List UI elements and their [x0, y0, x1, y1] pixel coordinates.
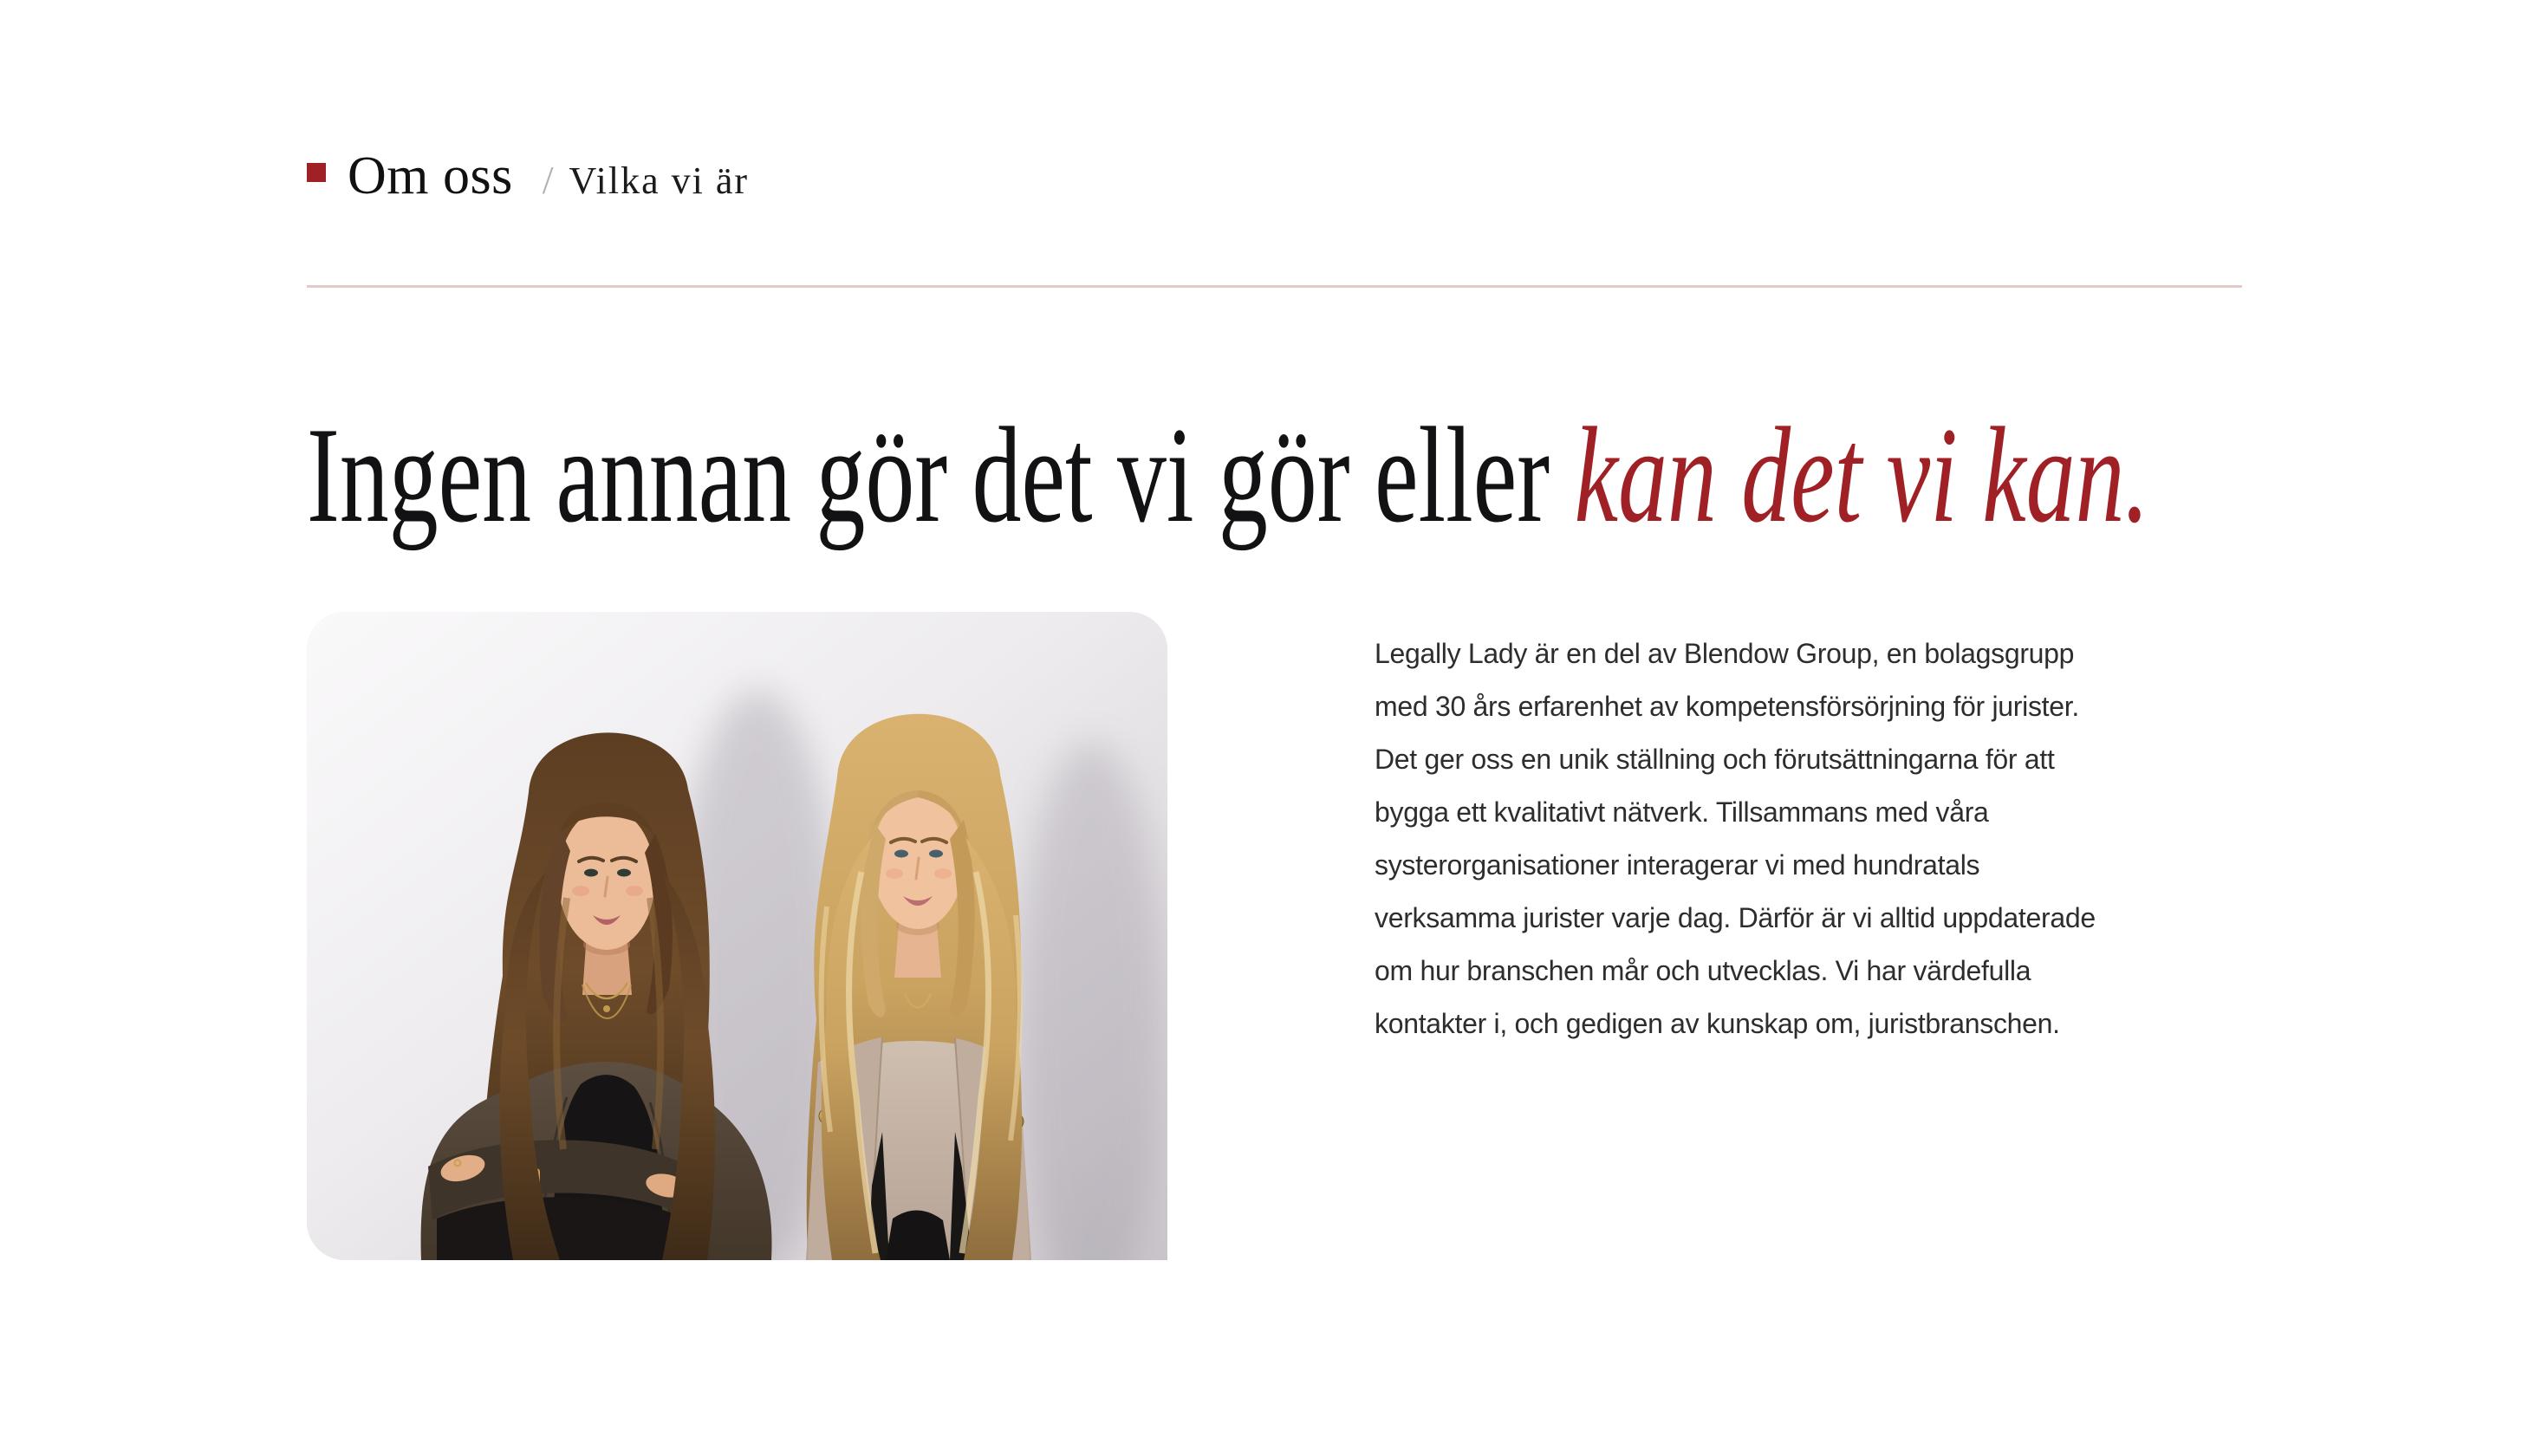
page-title — [307, 400, 2149, 551]
about-text-line: med 30 års erfarenhet av kompetensförsörjning för jurister. — [1375, 691, 2079, 722]
section-divider — [307, 285, 2242, 288]
right-woman-figure — [806, 714, 1031, 1260]
about-text-line: systerorganisationer interagerar vi med hundratals — [1375, 849, 1980, 881]
about-text-line: om hur branschen mår och utvecklas. Vi har värdefulla — [1375, 955, 2031, 986]
about-text — [1375, 627, 2250, 1050]
about-text-line: Legally Lady är en del av Blendow Group, en bolagsgrupp — [1375, 638, 2075, 669]
about-text-line: verksamma jurister varje dag. Därför är vi alltid uppdaterade — [1375, 902, 2096, 933]
about-text-line: Det ger oss en unik ställning och förutsättningarna för att — [1375, 744, 2055, 775]
team-photo-illustration — [307, 612, 1167, 1260]
breadcrumb-link-om-oss[interactable]: Om oss — [348, 146, 513, 205]
page-title-red-emphasis: kan det vi kan. — [1574, 400, 2149, 551]
breadcrumb-separator: / — [542, 158, 554, 202]
page-title-black-part: Ingen annan gör det vi gör eller — [307, 400, 1575, 551]
breadcrumb-bullet-square — [307, 163, 326, 182]
breadcrumb — [307, 146, 750, 205]
about-text-line: kontakter i, och gedigen av kunskap om, juristbranschen. — [1375, 1008, 2060, 1039]
about-text-line: bygga ett kvalitativt nätverk. Tillsammans med våra — [1375, 796, 1989, 828]
team-photo — [307, 612, 1167, 1260]
breadcrumb-current-page[interactable]: Vilka vi är — [569, 159, 750, 202]
